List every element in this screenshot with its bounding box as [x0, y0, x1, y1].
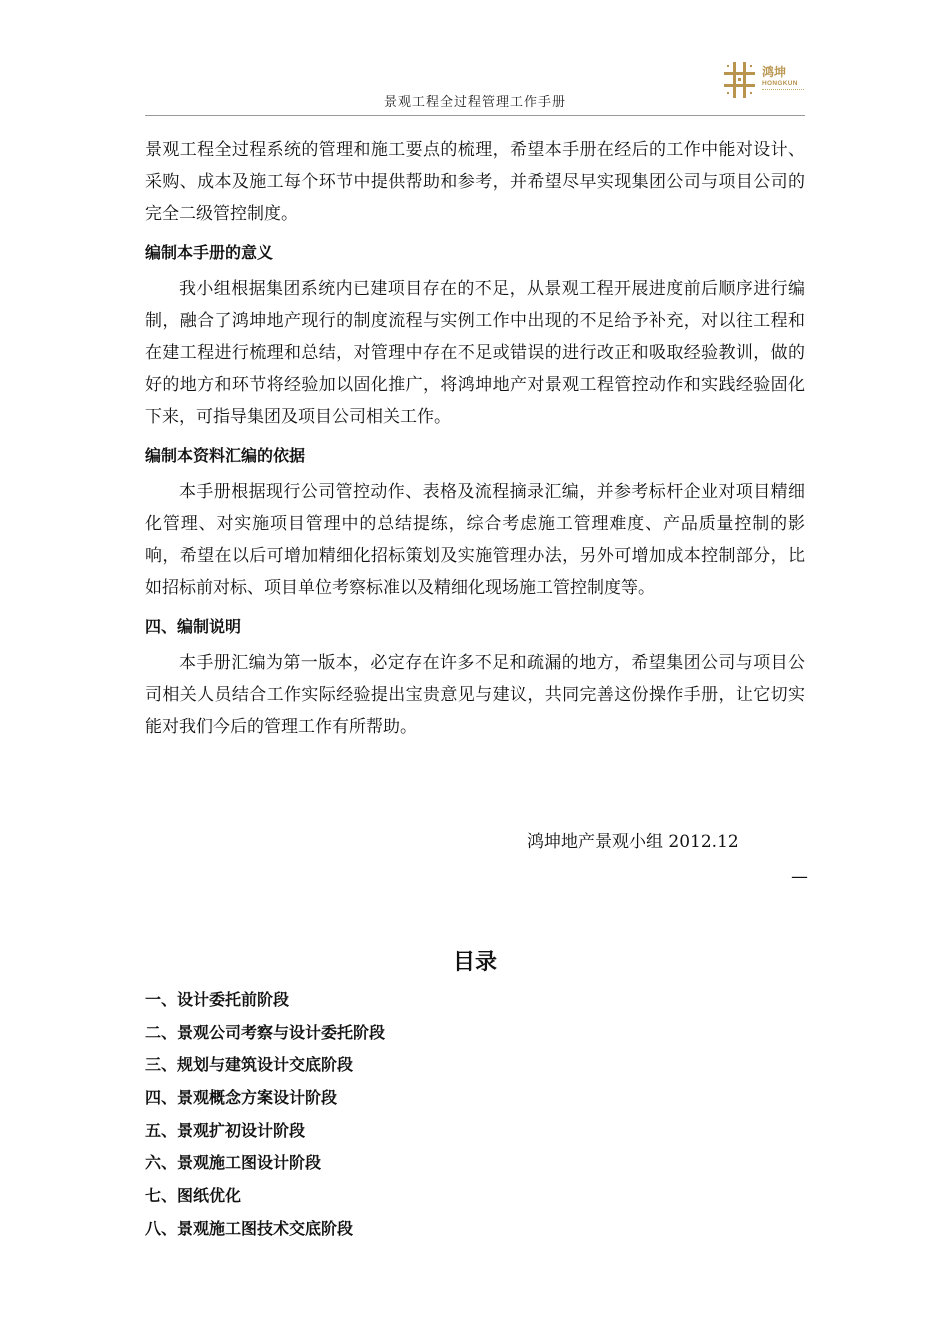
logo-wordmark: 鸿坤: [762, 65, 787, 79]
toc-item[interactable]: 五、景观扩初设计阶段: [145, 1120, 306, 1140]
toc-item[interactable]: 八、景观施工图技术交底阶段: [145, 1218, 354, 1238]
section-body-basis: 本手册根据现行公司管控动作、表格及流程摘录汇编，并参考标杆企业对项目精细化管理、对实施项目管理中的总结提练，综合考虑施工管理难度、产品质量控制的影响，希望在以后可增加精细化招标策划及实施管理办法，另外可增加成本控制部分，比如招标前对标、项目单位考察标准以及精细化现场施工管控制度等。: [145, 482, 805, 598]
intro-paragraph: 景观工程全过程系统的管理和施工要点的梳理，希望本手册在经后的工作中能对设计、采购、成本及施工每个环节中提供帮助和参考，并希望尽早实现集团公司与项目公司的完全二级管控制度。: [145, 140, 805, 224]
section-heading-basis: 编制本资料汇编的依据: [145, 446, 306, 465]
toc-item[interactable]: 三、规划与建筑设计交底阶段: [145, 1055, 354, 1075]
signature-line: 鸿坤地产景观小组 2012.12: [527, 832, 739, 852]
running-header-title: 景观工程全过程管理工作手册: [383, 95, 566, 110]
logo-tagline-mark: [762, 89, 804, 92]
toc-item[interactable]: 七、图纸优化: [145, 1186, 242, 1206]
section-body-notes: 本手册汇编为第一版本，必定存在许多不足和疏漏的地方，希望集团公司与项目公司相关人员结合工作实际经验提出宝贵意见与建议，共同完善这份操作手册，让它切实能对我们今后的管理工作有所帮助。: [145, 653, 805, 737]
logo-subtitle: HONGKUN: [762, 80, 798, 87]
toc-item[interactable]: 二、景观公司考察与设计委托阶段: [145, 1022, 386, 1042]
toc-item[interactable]: 六、景观施工图设计阶段: [145, 1153, 322, 1173]
company-logo: [722, 58, 812, 102]
hongkun-logo-icon: [722, 60, 758, 100]
page-mark: —: [791, 867, 808, 887]
toc-title: 目录: [452, 950, 497, 975]
section-heading-significance: 编制本手册的意义: [145, 243, 274, 262]
section-body-significance: 我小组根据集团系统内已建项目存在的不足，从景观工程开展进度前后顺序进行编制，融合了鸿坤地产现行的制度流程与实例工作中出现的不足给予补充，对以往工程和在建工程进行梳理和总结，对管理中存在不足或错误的进行改正和吸取经验教训，做的好的地方和环节将经验加以固化推广，将鸿坤地产对景观工程管控动作和实践经验固化下来，可指导集团及项目公司相关工作。: [145, 279, 805, 427]
header-divider: [145, 115, 805, 116]
document-body: [145, 134, 805, 743]
table-of-contents: [145, 987, 385, 1249]
section-heading-notes: 四、编制说明: [145, 617, 242, 636]
toc-item[interactable]: 四、景观概念方案设计阶段: [145, 1088, 338, 1108]
toc-item[interactable]: 一、设计委托前阶段: [145, 990, 290, 1009]
